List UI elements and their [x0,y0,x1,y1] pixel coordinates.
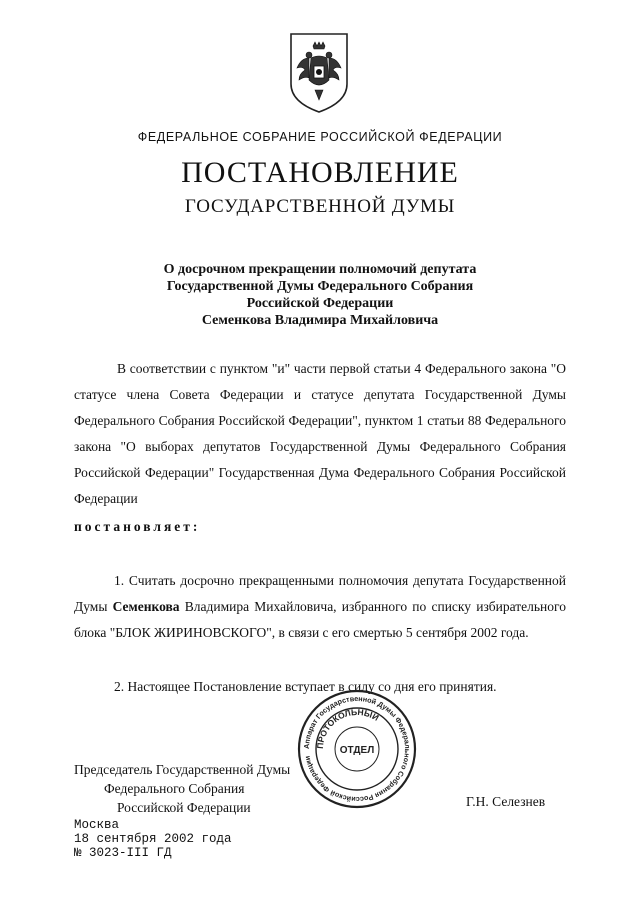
item1-text-after: Владимира Михайловича, избранного по списку избирательного блока "БЛОК ЖИРИНОВСКОГО", в связи с его смертью 5 сентября 2002 года. [74,599,566,640]
emblem-icon [287,28,351,114]
resolution-item-1 [74,568,566,646]
signatory-line: Председатель Государственной Думы [74,762,291,777]
signatory-name: Г.Н. Селезнев [466,794,546,809]
title-line: Российской Федерации [246,296,394,311]
footer-city: Москва [74,818,120,832]
document-title [0,261,640,329]
parliament-name: ФЕДЕРАЛЬНОЕ СОБРАНИЕ РОССИЙСКОЙ ФЕДЕРАЦИИ [137,130,503,144]
footer-date: 18 сентября 2002 года [74,832,232,846]
stamp-center-text: ОТДЕЛ [339,745,375,756]
document-footer [74,818,232,860]
signatory-line: Федерального Собрания [104,781,245,796]
document-type: ПОСТАНОВЛЕНИЕ [181,156,459,189]
resolution-item-2: 2. Настоящее Постановление вступает в силу со дня его принятия. [114,679,497,694]
stamp-outer-text: Аппарат Государственной Думы Федерального Собрания Российской Федерации [301,693,413,805]
item1-text-before: 1. Считать досрочно прекращенными полномочия депутата Государственной Думы [74,573,566,614]
round-stamp [296,688,418,810]
preamble-paragraph: В соответствии с пунктом "и" части первой статьи 4 Федерального закона "О статусе члена Совета Федерации и статусе депутата Государственной Думы Федерального Собрания Российской Федерации", пунктом 1 статьи 88 Федерального закона "О выборах депутатов Государственной Думы Федерального Собрания Российской Федерации" Государственная Дума Федерального Собрания Российской Федерации [74,361,566,506]
signatory-line: Российской Федерации [117,800,251,815]
title-line: О досрочном прекращении полномочий депутата [163,262,477,277]
title-line: Семенкова Владимира Михайловича [201,313,439,328]
title-line: Государственной Думы Федерального Собрания [166,279,474,294]
signatory-title [74,760,290,817]
resolves-word: постановляет: [74,519,201,534]
document-issuer: ГОСУДАРСТВЕННОЙ ДУМЫ [184,196,456,217]
deputy-surname: Семенкова [112,599,180,614]
footer-number: № 3023-III ГД [74,846,172,860]
stamp-inner-text: ПРОТОКОЛЬНЫЙ [314,706,381,750]
